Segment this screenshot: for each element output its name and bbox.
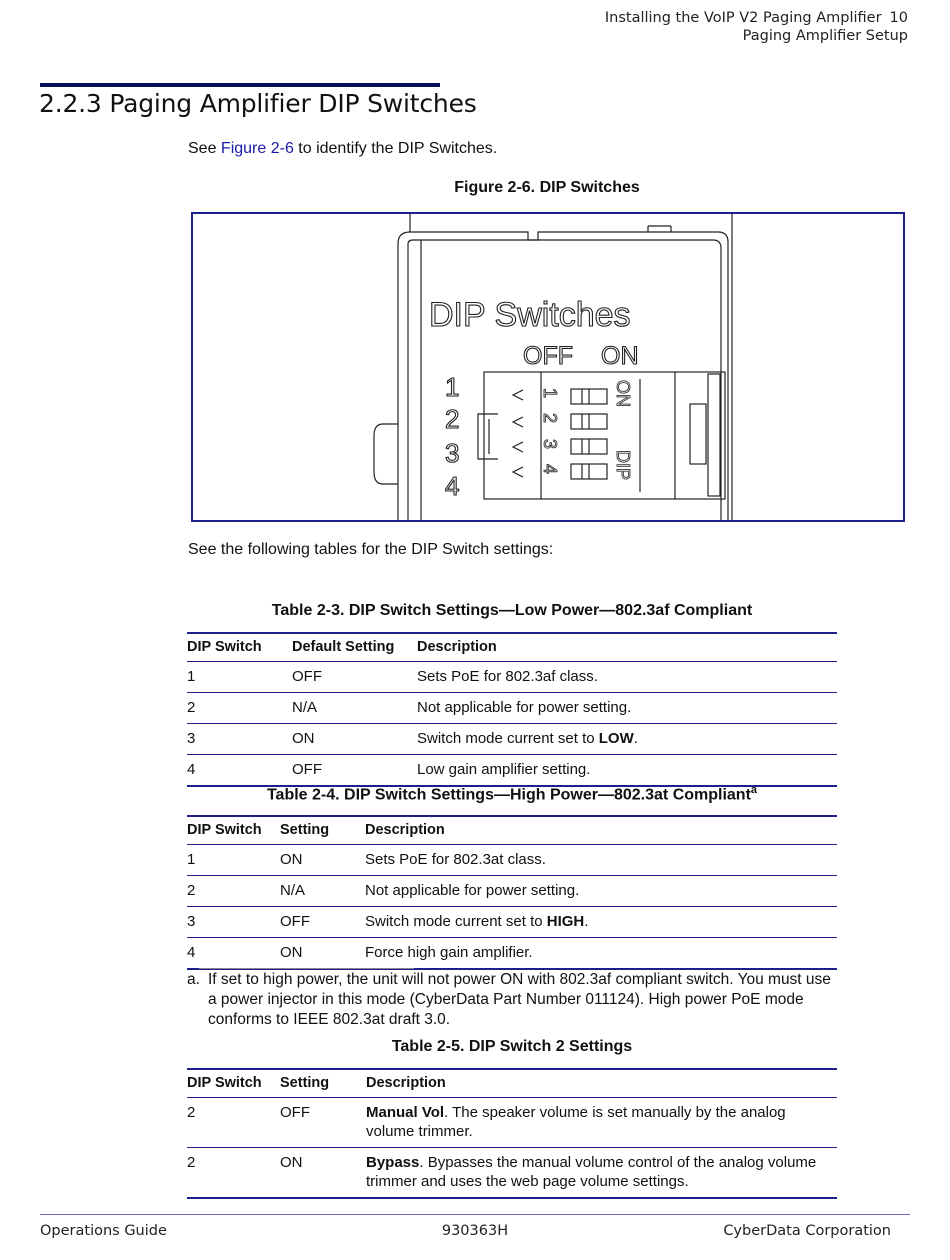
description-bold: Bypass <box>366 1154 420 1171</box>
table-row <box>187 1148 837 1199</box>
section-rule <box>40 83 440 87</box>
dip-switches-label: DIP Switches <box>429 296 631 334</box>
col-header: Description <box>366 1069 837 1098</box>
footer-rule <box>40 1214 910 1215</box>
running-header <box>605 9 908 45</box>
cell-setting: ON <box>292 724 417 755</box>
cell-setting: N/A <box>292 693 417 724</box>
rocker-number-4: 4 <box>540 464 560 475</box>
table-row <box>187 907 837 938</box>
section-title: 2.2.3 Paging Amplifier DIP Switches <box>39 89 477 118</box>
description-text: . Bypasses the manual volume control of the analog volume trimmer and uses the web page volume settings. <box>366 1154 817 1190</box>
rocker-number-1: 1 <box>540 388 560 399</box>
cell-setting: ON <box>280 938 365 970</box>
switch-number-1: 1 <box>445 372 460 402</box>
col-header: Description <box>417 633 837 662</box>
footnote-marker: a <box>750 784 758 796</box>
switch-number-2: 2 <box>445 404 460 434</box>
table-2-5 <box>187 1068 837 1199</box>
table-row <box>187 1098 837 1148</box>
cell-setting: OFF <box>280 1098 366 1148</box>
description-end: . <box>633 730 638 747</box>
cell-description: Low gain amplifier setting. <box>417 755 837 787</box>
description-bold: HIGH <box>546 913 585 930</box>
switch-number-4: 4 <box>445 471 460 501</box>
description-text: . The speaker volume is set manually by the analog volume trimmer. <box>366 1104 786 1140</box>
table-header-row <box>187 816 837 845</box>
cell-switch: 2 <box>187 876 280 907</box>
cell-description <box>365 907 837 938</box>
table3-caption: Table 2-3. DIP Switch Settings—Low Power—802.3af Compliant <box>271 602 753 619</box>
col-header: DIP Switch <box>187 1069 280 1098</box>
description-bold: Manual Vol <box>366 1104 445 1121</box>
figure-link[interactable]: Figure 2-6 <box>220 140 294 157</box>
cell-setting: N/A <box>280 876 365 907</box>
cell-switch: 3 <box>187 907 280 938</box>
cell-switch: 4 <box>187 755 292 787</box>
header-subtitle: Paging Amplifier Setup <box>742 28 908 44</box>
rocker-number-3: 3 <box>540 439 560 450</box>
col-header: DIP Switch <box>187 816 280 845</box>
rocker-number-2: 2 <box>540 413 560 424</box>
description-text: Switch mode current set to <box>417 730 599 747</box>
cell-setting: OFF <box>280 907 365 938</box>
table-footnote <box>187 970 837 1030</box>
table-row <box>187 693 837 724</box>
figure-caption: Figure 2-6. DIP Switches <box>454 179 640 196</box>
footer-right: CyberData Corporation <box>723 1223 891 1239</box>
cell-setting: OFF <box>292 755 417 787</box>
table-row <box>187 876 837 907</box>
footer-left: Operations Guide <box>40 1223 167 1239</box>
cell-description: Force high gain amplifier. <box>365 938 837 970</box>
cell-description <box>366 1148 837 1199</box>
intro-prefix: See <box>188 140 221 157</box>
table-header-row <box>187 1069 837 1098</box>
table-row <box>187 938 837 970</box>
cell-setting: ON <box>280 1148 366 1199</box>
cell-description: Sets PoE for 802.3at class. <box>365 845 837 876</box>
description-bold: LOW <box>598 730 634 747</box>
cell-switch: 1 <box>187 662 292 693</box>
table-row <box>187 755 837 787</box>
table5-caption: Table 2-5. DIP Switch 2 Settings <box>391 1038 633 1055</box>
table-row <box>187 845 837 876</box>
col-header: Setting <box>280 816 365 845</box>
cell-description: Not applicable for power setting. <box>365 876 837 907</box>
table-row <box>187 662 837 693</box>
table4-caption-text: Table 2-4. DIP Switch Settings—High Power—802.3at Compliant <box>266 786 751 804</box>
page-number: 10 <box>889 10 908 26</box>
col-header: DIP Switch <box>187 633 292 662</box>
table-row <box>187 724 837 755</box>
cell-description <box>417 724 837 755</box>
cell-setting: OFF <box>292 662 417 693</box>
cell-switch: 3 <box>187 724 292 755</box>
footnote-label: a. <box>187 971 200 988</box>
cell-setting: ON <box>280 845 365 876</box>
table-2-3 <box>187 632 837 787</box>
description-end: . <box>584 913 589 930</box>
off-label: OFF <box>523 342 573 370</box>
cell-description <box>366 1098 837 1148</box>
intro-suffix: to identify the DIP Switches. <box>293 140 498 157</box>
table-header-row <box>187 633 837 662</box>
cell-switch: 4 <box>187 938 280 970</box>
footnote-text: If set to high power, the unit will not power ON with 802.3af compliant switch. You must use a power injector in this mode (CyberData Part Number 011124). High power PoE mode conforms to IEEE 802.3at draft 3.0. <box>208 971 831 1028</box>
table4-caption <box>187 784 837 804</box>
dip-switch-illustration <box>193 214 903 520</box>
header-title: Installing the VoIP V2 Paging Amplifier <box>604 10 882 26</box>
col-header: Default Setting <box>292 633 417 662</box>
footnote-rule <box>199 968 414 969</box>
tables-intro: See the following tables for the DIP Switch settings: <box>188 541 554 558</box>
intro-paragraph <box>188 140 497 158</box>
description-text: Switch mode current set to <box>365 913 547 930</box>
cell-switch: 2 <box>187 1098 280 1148</box>
switch-dip-label: DIP <box>613 450 633 481</box>
switch-number-3: 3 <box>445 438 460 468</box>
col-header: Setting <box>280 1069 366 1098</box>
cell-switch: 1 <box>187 845 280 876</box>
switch-on-label: ON <box>613 380 633 407</box>
cell-switch: 2 <box>187 1148 280 1199</box>
on-label: ON <box>601 342 639 370</box>
cell-description: Not applicable for power setting. <box>417 693 837 724</box>
footer-center: 930363H <box>441 1223 509 1239</box>
dip-switch-figure <box>191 212 905 522</box>
col-header: Description <box>365 816 837 845</box>
table-2-4 <box>187 815 837 970</box>
cell-description: Sets PoE for 802.3af class. <box>417 662 837 693</box>
cell-switch: 2 <box>187 693 292 724</box>
